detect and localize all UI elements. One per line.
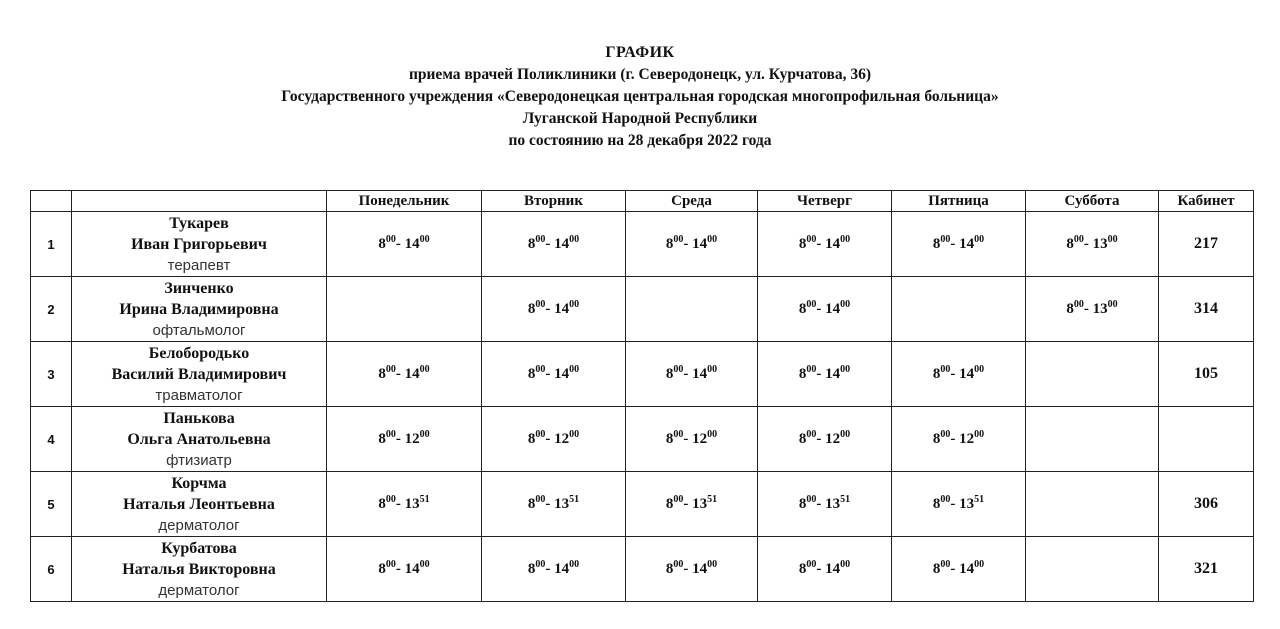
doctor-surname: Корчма [171,474,227,492]
end-minutes: 00 [419,428,430,440]
end-minutes: 00 [419,558,430,570]
start-hour: 8 [665,365,674,382]
doctor-given-names: Наталья Леонтьевна [123,495,275,513]
slot-thursday [758,277,892,342]
header-line-2: Государственного учреждения «Северодонецкая центральная городская многопрофильная больница» [281,88,999,105]
col-header-doctor [72,191,327,212]
time-separator: - [683,365,693,382]
start-minutes: 00 [385,233,396,245]
header-line-4: по состоянию на 28 декабря 2022 года [508,132,772,149]
end-hour: 12 [692,430,708,447]
end-hour: 12 [554,430,570,447]
start-minutes: 00 [673,558,684,570]
start-minutes: 00 [673,493,684,505]
row-number: 1 [31,212,72,277]
start-minutes: 00 [806,298,817,310]
doctor-specialty: офтальмолог [152,321,246,339]
slot-monday [327,342,482,407]
start-hour: 8 [527,560,536,577]
row-number: 5 [31,472,72,537]
start-minutes: 00 [1073,298,1084,310]
start-minutes: 00 [806,233,817,245]
doctor-cell [72,537,327,602]
start-hour: 8 [798,235,807,252]
end-minutes: 00 [1107,298,1118,310]
table-row [31,407,1254,472]
doctor-given-names: Наталья Викторовна [122,560,276,578]
start-hour: 8 [665,495,674,512]
doctor-specialty: дерматолог [158,516,240,534]
end-hour: 14 [404,560,420,577]
end-minutes: 00 [707,363,718,375]
doctor-cell [72,407,327,472]
doctor-given-names: Ольга Анатольевна [127,430,271,448]
start-hour: 8 [527,495,536,512]
slot-saturday [1026,212,1159,277]
time-separator: - [816,495,826,512]
end-hour: 13 [692,495,708,512]
end-minutes: 51 [840,493,851,505]
end-hour: 13 [1092,235,1108,252]
doctor-given-names: Василий Владимирович [111,365,287,383]
end-hour: 14 [554,560,570,577]
doctor-cell [72,277,327,342]
start-minutes: 00 [535,363,546,375]
col-header-room: Кабинет [1159,191,1254,212]
doctor-surname: Тукарев [169,214,229,232]
time-separator: - [816,430,826,447]
start-hour: 8 [665,235,674,252]
slot-thursday [758,537,892,602]
slot-thursday [758,212,892,277]
end-minutes: 00 [974,558,985,570]
start-minutes: 00 [940,493,951,505]
time-separator: - [545,495,555,512]
end-hour: 14 [692,365,708,382]
time-separator: - [816,365,826,382]
end-hour: 13 [959,495,975,512]
slot-tuesday [482,277,626,342]
end-minutes: 00 [1107,233,1118,245]
end-minutes: 00 [974,428,985,440]
end-minutes: 00 [840,298,851,310]
slot-tuesday [482,212,626,277]
table-row [31,342,1254,407]
end-minutes: 00 [840,233,851,245]
row-number: 4 [31,407,72,472]
end-minutes: 00 [569,363,580,375]
end-minutes: 51 [419,493,430,505]
slot-wednesday [626,472,758,537]
slot-monday [327,472,482,537]
doctor-cell [72,342,327,407]
time-separator: - [950,365,960,382]
start-hour: 8 [378,560,386,577]
end-minutes: 51 [707,493,718,505]
slot-saturday [1026,342,1159,407]
slot-friday [892,537,1026,602]
slot-thursday [758,342,892,407]
doctor-surname: Панькова [163,409,235,427]
room-number: 306 [1159,472,1254,537]
end-hour: 14 [554,365,570,382]
table-row [31,472,1254,537]
start-hour: 8 [798,495,807,512]
start-hour: 8 [665,430,674,447]
end-minutes: 00 [707,233,718,245]
slot-saturday [1026,537,1159,602]
slot-wednesday [626,212,758,277]
start-hour: 8 [932,430,941,447]
start-hour: 8 [665,560,674,577]
start-minutes: 00 [806,493,817,505]
start-hour: 8 [932,560,941,577]
start-hour: 8 [378,430,386,447]
start-hour: 8 [1066,235,1074,252]
doctor-given-names: Иван Григорьевич [131,235,267,253]
time-separator: - [683,430,693,447]
slot-tuesday [482,407,626,472]
end-minutes: 00 [569,298,580,310]
end-minutes: 00 [419,233,430,245]
time-separator: - [395,235,405,252]
slot-friday [892,342,1026,407]
time-separator: - [545,560,555,577]
end-minutes: 00 [569,233,580,245]
end-minutes: 00 [840,363,851,375]
start-minutes: 00 [385,428,396,440]
schedule-body [31,212,1254,602]
start-hour: 8 [932,365,941,382]
slot-monday [327,212,482,277]
col-header-tuesday: Вторник [482,191,626,212]
start-minutes: 00 [385,558,396,570]
start-hour: 8 [1066,300,1074,317]
slot-wednesday [626,537,758,602]
end-hour: 13 [554,495,570,512]
time-separator: - [950,560,960,577]
end-hour: 13 [825,495,841,512]
time-separator: - [950,430,960,447]
row-number: 2 [31,277,72,342]
room-number: 321 [1159,537,1254,602]
end-hour: 14 [825,365,841,382]
start-hour: 8 [527,235,536,252]
start-minutes: 00 [806,558,817,570]
end-hour: 14 [825,560,841,577]
table-row [31,277,1254,342]
end-minutes: 00 [569,428,580,440]
slot-wednesday [626,277,758,342]
doctor-surname: Курбатова [161,539,237,557]
document-header [0,42,1280,152]
doctor-specialty: травматолог [155,386,243,404]
end-hour: 14 [404,235,420,252]
start-hour: 8 [798,430,807,447]
doctor-specialty: дерматолог [158,581,240,599]
start-hour: 8 [527,300,536,317]
slot-friday [892,407,1026,472]
slot-friday [892,472,1026,537]
doctor-surname: Белобородько [148,344,250,362]
time-separator: - [545,365,555,382]
table-row [31,537,1254,602]
start-hour: 8 [527,430,536,447]
end-hour: 14 [692,235,708,252]
end-hour: 13 [1092,300,1108,317]
end-hour: 12 [959,430,975,447]
room-number: 217 [1159,212,1254,277]
time-separator: - [950,235,960,252]
start-hour: 8 [527,365,536,382]
end-minutes: 00 [974,233,985,245]
time-separator: - [395,560,405,577]
start-minutes: 00 [535,493,546,505]
end-hour: 14 [825,300,841,317]
start-minutes: 00 [385,363,396,375]
start-minutes: 00 [673,233,684,245]
slot-thursday [758,472,892,537]
time-separator: - [816,235,826,252]
start-minutes: 00 [940,558,951,570]
time-separator: - [683,235,693,252]
end-hour: 14 [692,560,708,577]
time-separator: - [1083,235,1093,252]
row-number: 3 [31,342,72,407]
time-separator: - [545,300,555,317]
start-hour: 8 [798,365,807,382]
end-minutes: 00 [840,558,851,570]
slot-tuesday [482,472,626,537]
header-line-3: Луганской Народной Республики [522,110,758,127]
start-hour: 8 [378,365,386,382]
doctor-specialty: фтизиатр [166,451,232,469]
time-separator: - [395,430,405,447]
start-hour: 8 [798,300,807,317]
end-hour: 12 [825,430,841,447]
time-separator: - [395,365,405,382]
slot-thursday [758,407,892,472]
start-minutes: 00 [385,493,396,505]
room-number: 314 [1159,277,1254,342]
slot-wednesday [626,342,758,407]
time-separator: - [395,495,405,512]
header-line-1: приема врачей Поликлиники (г. Северодонецк, ул. Курчатова, 36) [408,66,872,83]
end-minutes: 00 [840,428,851,440]
time-separator: - [950,495,960,512]
slot-monday [327,537,482,602]
slot-saturday [1026,407,1159,472]
row-number: 6 [31,537,72,602]
start-minutes: 00 [940,233,951,245]
start-hour: 8 [378,495,386,512]
doctor-cell [72,212,327,277]
start-minutes: 00 [806,363,817,375]
end-minutes: 00 [707,428,718,440]
end-hour: 14 [959,365,975,382]
start-hour: 8 [932,495,941,512]
end-hour: 14 [959,560,975,577]
col-header-thursday: Четверг [758,191,892,212]
end-minutes: 51 [974,493,985,505]
time-separator: - [1083,300,1093,317]
end-hour: 12 [404,430,420,447]
end-minutes: 00 [707,558,718,570]
start-hour: 8 [798,560,807,577]
time-separator: - [683,495,693,512]
start-minutes: 00 [673,428,684,440]
col-header-friday: Пятница [892,191,1026,212]
start-minutes: 00 [535,428,546,440]
doctor-cell [72,472,327,537]
end-hour: 14 [554,300,570,317]
slot-monday [327,407,482,472]
start-hour: 8 [378,235,386,252]
schedule-table [30,190,1254,602]
end-minutes: 51 [569,493,580,505]
start-minutes: 00 [535,233,546,245]
start-minutes: 00 [535,558,546,570]
start-minutes: 00 [1073,233,1084,245]
col-header-wednesday: Среда [626,191,758,212]
time-separator: - [545,430,555,447]
end-hour: 14 [404,365,420,382]
end-minutes: 00 [419,363,430,375]
col-header-monday: Понедельник [327,191,482,212]
start-minutes: 00 [940,363,951,375]
start-hour: 8 [932,235,941,252]
start-minutes: 00 [806,428,817,440]
end-hour: 13 [404,495,420,512]
end-hour: 14 [554,235,570,252]
doctor-specialty: терапевт [167,256,231,274]
slot-tuesday [482,342,626,407]
doctor-surname: Зинченко [164,279,234,297]
slot-saturday [1026,472,1159,537]
slot-monday [327,277,482,342]
slot-saturday [1026,277,1159,342]
time-separator: - [545,235,555,252]
room-number: 105 [1159,342,1254,407]
start-minutes: 00 [940,428,951,440]
end-hour: 14 [959,235,975,252]
slot-friday [892,212,1026,277]
slot-tuesday [482,537,626,602]
slot-friday [892,277,1026,342]
document-title: ГРАФИК [605,44,675,61]
col-header-saturday: Суббота [1026,191,1159,212]
end-hour: 14 [825,235,841,252]
room-number [1159,407,1254,472]
header-row [31,191,1254,212]
end-minutes: 00 [569,558,580,570]
start-minutes: 00 [673,363,684,375]
time-separator: - [816,560,826,577]
table-row [31,212,1254,277]
time-separator: - [816,300,826,317]
end-minutes: 00 [974,363,985,375]
start-minutes: 00 [535,298,546,310]
col-header-num [31,191,72,212]
time-separator: - [683,560,693,577]
doctor-given-names: Ирина Владимировна [119,300,279,318]
slot-wednesday [626,407,758,472]
